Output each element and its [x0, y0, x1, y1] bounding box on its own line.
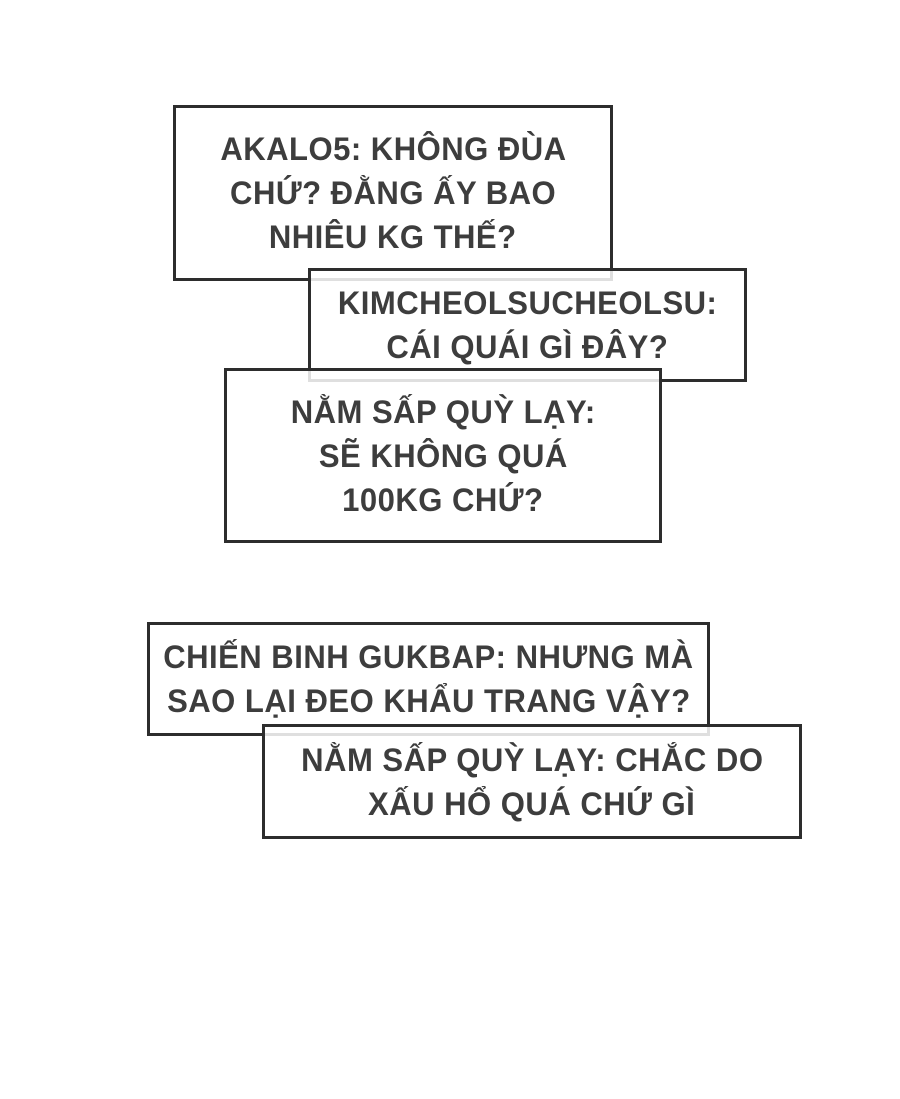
- chat-line: CHIẾN BINH GUKBAP: NHƯNG MÀ: [163, 639, 694, 675]
- chat-line: NẰM SẤP QUỲ LẠY:: [290, 393, 596, 430]
- chat-line: SẼ KHÔNG QUÁ: [318, 437, 568, 474]
- chat-line: KIMCHEOLSUCHEOLSU:: [337, 285, 718, 321]
- chat-box-nam-sap-quy-lay-2: [262, 724, 802, 839]
- chat-line: SAO LẠI ĐEO KHẨU TRANG VẬY?: [166, 683, 691, 719]
- chat-line: CHỨ? ĐẰNG ẤY BAO: [229, 175, 557, 211]
- chat-box-chien-binh-gukbap: [147, 622, 710, 736]
- chat-box-nam-sap-quy-lay-1: [224, 368, 662, 543]
- chat-box-kimcheolsucheolsu: [308, 268, 747, 382]
- chat-box-akalo5: [173, 105, 613, 281]
- chat-line: XẤU HỔ QUÁ CHỨ GÌ: [368, 785, 696, 822]
- chat-line: CÁI QUÁI GÌ ĐÂY?: [386, 329, 669, 365]
- chat-line: NHIÊU KG THẾ?: [269, 219, 517, 255]
- chat-line: AKALO5: KHÔNG ĐÙA: [219, 131, 567, 167]
- chat-line: NẰM SẤP QUỲ LẠY: CHẮC DO: [300, 741, 764, 778]
- chat-line: 100KG CHỨ?: [342, 481, 544, 518]
